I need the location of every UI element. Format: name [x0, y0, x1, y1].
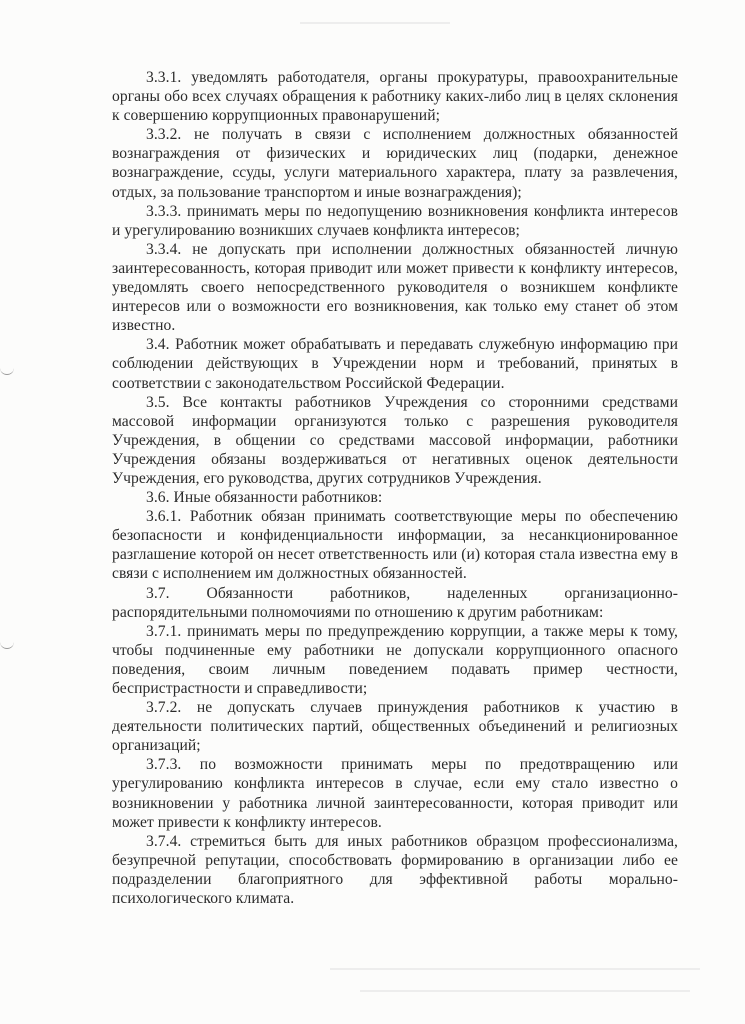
scan-ghost-bottom-2	[360, 990, 690, 992]
paragraph-3-3-3: 3.3.3. принимать меры по недопущению возникновения конфликта интересов и урегулированию возникших случаев конфликта интересов;	[112, 202, 678, 239]
paragraph-3-7-3: 3.7.3. по возможности принимать меры по предотвращению или урегулированию конфликта интересов в случае, если ему стало известно о возникновении у работника личной заинтересованности, которая приводит или может привести к конфликту интересов.	[112, 756, 678, 831]
scan-ghost-bottom-1	[330, 968, 700, 970]
paragraph-3-3-2: 3.3.2. не получать в связи с исполнением должностных обязанностей вознаграждения от физических и юридических лиц (подарки, денежное вознаграждение, ссуды, услуги материального характера, плату за развлечения, отдых, за пользование транспортом и иные вознаграждения);	[112, 126, 678, 201]
document-body	[112, 68, 678, 908]
paragraph-3-7-1: 3.7.1. принимать меры по предупреждению коррупции, а также меры к тому, чтобы подчиненные ему работники не допускали коррупционного опасного поведения, своим личным поведением подавать пример честности, беспристрастности и справедливости;	[112, 622, 678, 697]
paragraph-3-7: 3.7. Обязанности работников, наделенных организационно-распорядительными полномочиями по отношению к другим работникам:	[112, 584, 678, 621]
binder-hole-mark-lower	[0, 640, 14, 649]
paragraph-3-7-2: 3.7.2. не допускать случаев принуждения работников к участию в деятельности политических партий, общественных объединений и религиозных организаций;	[112, 699, 678, 755]
paragraph-3-5: 3.5. Все контакты работников Учреждения со сторонними средствами массовой информации организуются только с разрешения руководителя Учреждения, в общении со средствами массовой информации, работники Учреждения обязаны воздерживаться от негативных оценок деятельности Учреждения, его руководства, других сотрудников Учреждения.	[112, 393, 678, 487]
paragraph-3-4: 3.4. Работник может обрабатывать и передавать служебную информацию при соблюдении действующих в Учреждении норм и требований, принятых в соответствии с законодательством Российской Федерации.	[112, 336, 678, 392]
paragraph-3-6-1: 3.6.1. Работник обязан принимать соответствующие меры по обеспечению безопасности и конфиденциальности информации, за несанкционированное разглашение которой он несет ответственность или (и) которая стала известна ему в связи с исполнением им должностных обязанностей.	[112, 508, 678, 583]
paragraph-3-7-4: 3.7.4. стремиться быть для иных работников образцом профессионализма, безупречной репутации, способствовать формированию в организации либо ее подразделении благоприятного для эффективной работы морально-психологического климата.	[112, 832, 678, 908]
binder-hole-mark-upper	[0, 366, 14, 375]
paragraph-3-3-4: 3.3.4. не допускать при исполнении должностных обязанностей личную заинтересованность, которая приводит или может привести к конфликту интересов, уведомлять своего непосредственного руководителя о возникшем конфликте интересов или о возможности его возникновения, как только ему станет об этом известно.	[112, 240, 678, 335]
scan-ghost-top	[300, 22, 450, 24]
paragraph-3-6: 3.6. Иные обязанности работников:	[146, 489, 383, 507]
paragraph-3-3-1: 3.3.1. уведомлять работодателя, органы прокуратуры, правоохранительные органы обо всех случаях обращения к работнику каких-либо лиц в целях склонения к совершению коррупционных правонарушений;	[112, 69, 678, 125]
